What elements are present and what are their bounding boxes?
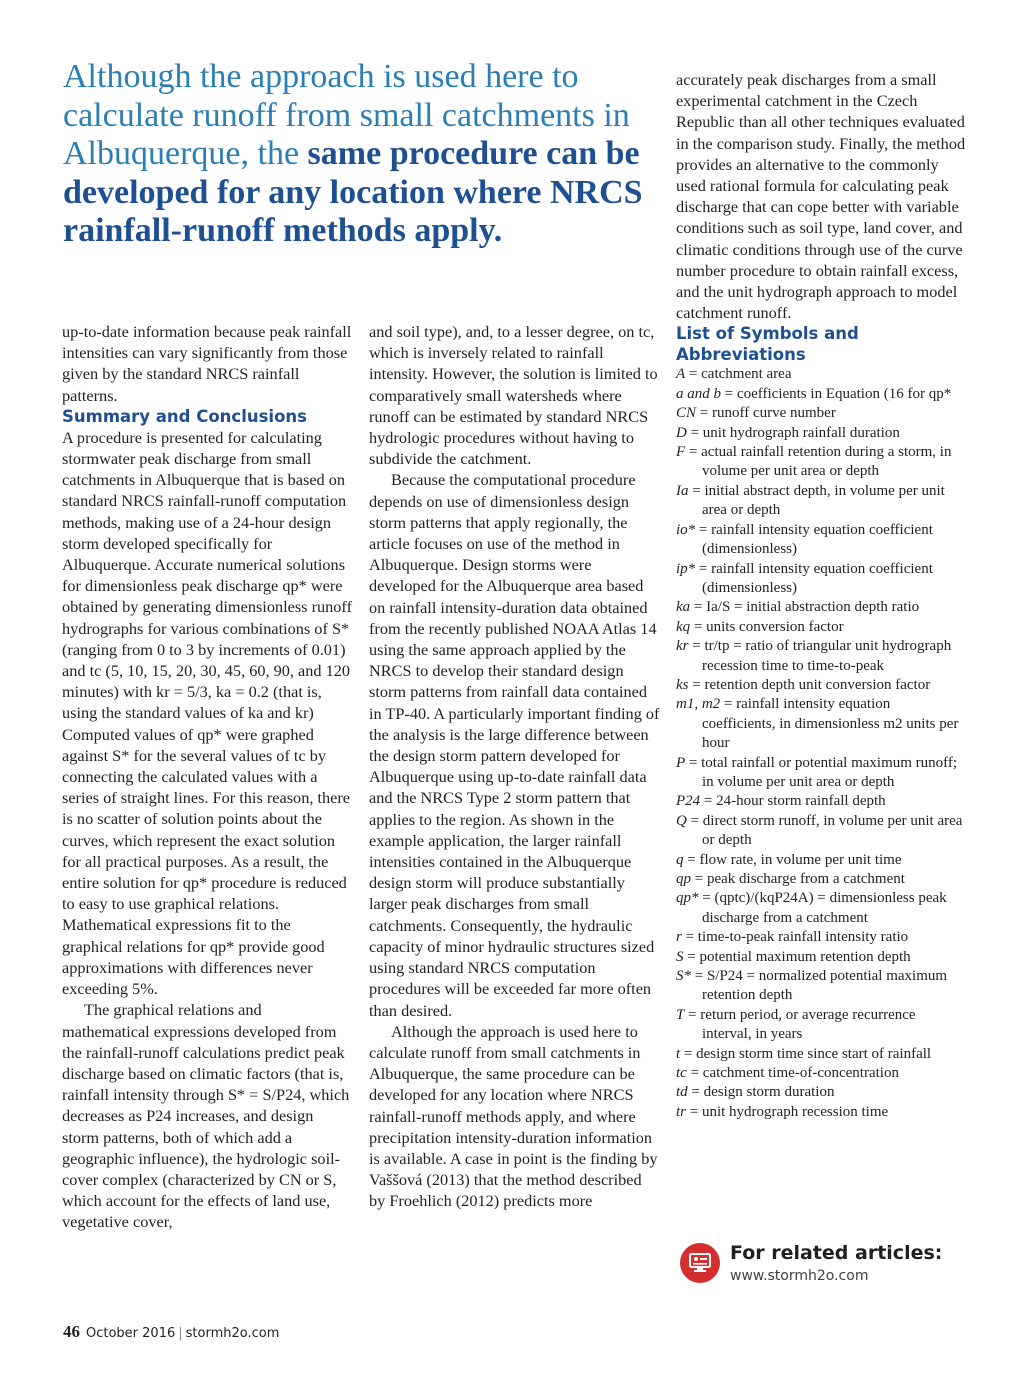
symbol-definition: = design storm time since start of rainfall bbox=[680, 1045, 932, 1062]
symbol-item bbox=[676, 560, 966, 599]
symbol-term: F bbox=[676, 444, 686, 461]
symbol-definition: = Ia/S = initial abstraction depth ratio bbox=[690, 599, 920, 616]
related-articles[interactable] bbox=[680, 1240, 980, 1290]
column-2 bbox=[369, 321, 661, 1212]
symbol-term: io* bbox=[676, 521, 696, 538]
symbol-item bbox=[676, 482, 966, 521]
symbol-definition: = units conversion factor bbox=[690, 618, 844, 635]
symbol-term: m1, m2 bbox=[676, 696, 721, 713]
symbol-definition: = (qptc)/(kqP24A) = dimensionless peak discharge from a catchment bbox=[698, 890, 947, 926]
symbol-definition: = design storm duration bbox=[687, 1084, 835, 1101]
symbol-item bbox=[676, 1064, 966, 1083]
symbol-term: a and b bbox=[676, 385, 721, 402]
symbol-item bbox=[676, 676, 966, 695]
symbol-definition: = actual rainfall retention during a storm, in volume per unit area or depth bbox=[685, 444, 952, 480]
summary-heading: Summary and Conclusions bbox=[62, 406, 307, 426]
symbol-item bbox=[676, 1103, 966, 1122]
symbol-definition: = 24-hour storm rainfall depth bbox=[700, 793, 886, 810]
symbol-item bbox=[676, 695, 966, 753]
symbol-term: ip* bbox=[676, 560, 696, 577]
symbol-definition: = initial abstract depth, in volume per unit area or depth bbox=[688, 482, 945, 519]
symbol-item bbox=[676, 889, 966, 928]
symbol-definition: = rainfall intensity equation coefficients, in dimensionless m2 units per hour bbox=[702, 696, 959, 752]
intro-paragraph: up-to-date information because peak rainfall intensities can vary significantly from those given by the standard NRCS rainfall patterns. bbox=[62, 322, 352, 405]
symbol-definition: = unit hydrograph rainfall duration bbox=[686, 424, 900, 441]
symbol-definition: = direct storm runoff, in volume per unit area or depth bbox=[686, 812, 963, 849]
symbol-definition: = rainfall intensity equation coefficient (dimensionless) bbox=[695, 521, 933, 558]
symbol-item bbox=[676, 424, 966, 443]
related-articles-link[interactable]: www.stormh2o.com bbox=[730, 1268, 869, 1284]
symbol-term: tr bbox=[676, 1103, 687, 1120]
symbol-term: P24 bbox=[676, 793, 701, 810]
symbol-term: A bbox=[676, 366, 686, 383]
symbol-definition: = time-to-peak rainfall intensity ratio bbox=[681, 929, 909, 946]
symbol-term: q bbox=[676, 851, 684, 868]
symbols-heading: List of Symbols and Abbreviations bbox=[676, 324, 859, 365]
symbol-term: D bbox=[676, 424, 687, 441]
symbol-item bbox=[676, 404, 966, 423]
pull-quote-emphasis: same procedure can be developed for any location where NRCS rainfall-runoff methods apply. bbox=[63, 135, 643, 249]
symbol-definition: = flow rate, in volume per unit time bbox=[683, 851, 902, 868]
symbol-item bbox=[676, 443, 966, 482]
symbol-item bbox=[676, 618, 966, 637]
symbol-term: t bbox=[676, 1045, 681, 1062]
pull-quote bbox=[63, 58, 653, 251]
symbol-item bbox=[676, 521, 966, 560]
symbols-list bbox=[676, 365, 966, 1122]
symbol-item bbox=[676, 365, 966, 384]
symbol-item bbox=[676, 1083, 966, 1102]
symbol-definition: = catchment area bbox=[685, 366, 792, 383]
column3-paragraph-1: accurately peak discharges from a small experimental catchment in the Czech Republic than all other techniques evaluated in the comparison study. Finally, the method provides an alternative to the commonly used rational formula for calculating peak discharge that can cope better with variable conditions such as soil type, land cover, and climatic conditions through use of the curve number procedure to obtain rainfall excess, and the unit hydrograph approach to model catchment runoff. bbox=[676, 70, 966, 323]
symbol-term: qp* bbox=[676, 890, 699, 907]
symbol-definition: = coefficients in Equation (16 for qp* bbox=[721, 385, 952, 402]
symbol-definition: = potential maximum retention depth bbox=[683, 948, 911, 965]
symbol-item bbox=[676, 637, 966, 676]
symbol-term: qp bbox=[676, 871, 691, 887]
symbol-definition: = peak discharge from a catchment bbox=[691, 871, 905, 887]
symbol-term: td bbox=[676, 1084, 688, 1101]
symbol-term: T bbox=[676, 1006, 685, 1023]
symbol-item bbox=[676, 967, 966, 1006]
symbol-term: Q bbox=[676, 812, 687, 829]
symbol-definition: = S/P24 = normalized potential maximum retention depth bbox=[691, 968, 948, 1004]
symbol-term: P bbox=[676, 754, 686, 771]
symbol-item bbox=[676, 385, 966, 404]
page-footer bbox=[63, 1322, 279, 1342]
footer-site: stormh2o.com bbox=[185, 1326, 280, 1341]
symbol-item bbox=[676, 812, 966, 851]
symbol-definition: = rainfall intensity equation coefficient (dimensionless) bbox=[695, 560, 933, 596]
symbol-item bbox=[676, 851, 966, 870]
summary-paragraph-1: A procedure is presented for calculating stormwater peak discharge from small catchments in Albuquerque that is based on standard NRCS rainfall-runoff computation methods, making use of a 24-hour design storm developed specifically for Albuquerque. Accurate numerical solutions for dimensionless peak discharge qp* were obtained by generating dimensionless runoff hydrographs for various combinations of S* (ranging from 0 to 3 by increments of 0.01) and tc (5, 10, 15, 20, 30, 45, 60, 90, and 120 minutes) with kr = 5/3, ka = 0.2 (that is, using the standard values of ka and kr) Computed values of qp* were graphed against S* for the several values of tc by connecting the calculated values with a series of straight lines. For this reason, there is no scatter of solution points about the curves, which represent the exact solution for all practical purposes. As a result, the entire solution for qp* procedure is reduced to easy to use graphical relations. Mathematical expressions fit to the graphical relations for qp* provide good approximations with differences never exceeding 5%. bbox=[62, 427, 352, 999]
symbol-term: S bbox=[676, 948, 684, 965]
summary-paragraph-2: The graphical relations and mathematical expressions developed from the rainfall-runoff calculations predict peak discharge based on climatic factors (that is, rainfall intensity through S* = S/P24, which decreases as P24 increases, and design storm patterns, both of which add a geographic influence), the hydrologic soil-cover complex (characterized by CN or S, which account for the effects of land use, vegetative cover, bbox=[62, 1000, 350, 1232]
symbol-definition: = catchment time-of-concentration bbox=[686, 1065, 899, 1082]
symbol-term: r bbox=[676, 929, 682, 946]
symbol-item bbox=[676, 928, 966, 947]
symbol-term: CN bbox=[676, 405, 697, 422]
symbol-item bbox=[676, 1006, 966, 1045]
symbol-item bbox=[676, 792, 966, 811]
footer-separator: | bbox=[178, 1326, 183, 1341]
issue-date: October 2016 bbox=[86, 1326, 176, 1341]
symbol-definition: = tr/tp = ratio of triangular unit hydrograph recession time to time-to-peak bbox=[688, 638, 952, 674]
related-articles-title: For related articles: bbox=[730, 1242, 943, 1264]
symbol-definition: = unit hydrograph recession time bbox=[686, 1103, 889, 1120]
page-number: 46 bbox=[63, 1322, 80, 1341]
symbol-term: Ia bbox=[676, 482, 689, 499]
symbol-item bbox=[676, 870, 966, 889]
column2-paragraph-1: and soil type), and, to a lesser degree, on tc, which is inversely related to rainfall intensity. However, the solution is limited to comparatively small watersheds where runoff can be estimated by standard NRCS hydrologic procedures without having to subdivide the catchment. bbox=[369, 322, 658, 469]
symbol-item bbox=[676, 598, 966, 617]
column2-paragraph-3: Although the approach is used here to calculate runoff from small catchments in Albuquerque, the same procedure can be developed for any location where NRCS rainfall-runoff methods apply, and where precipitation intensity-duration information is available. A case in point is the finding by Vaššová (2013) that the method described by Froehlich (2012) predicts more bbox=[369, 1021, 658, 1211]
column-3 bbox=[676, 69, 966, 1122]
symbol-term: kr bbox=[676, 638, 689, 655]
pull-quote-lead: Although the approach is used here to calculate runoff from small catchments in Albuquerque, the bbox=[63, 58, 630, 172]
symbol-term: kq bbox=[676, 618, 691, 635]
related-articles-icon bbox=[680, 1243, 720, 1283]
column2-paragraph-2: Because the computational procedure depends on use of dimensionless design storm patterns that apply regionally, the article focuses on use of the method in Albuquerque. Design storms were developed for the Albuquerque area based on rainfall intensity-duration data obtained from the recently published NOAA Atlas 14 using the same approach applied by the NRCS to develop their standard design storm patterns from rainfall data contained in TP-40. A particularly important finding of the analysis is the large difference between the design storm pattern developed for Albuquerque using up-to-date rainfall data and the NRCS Type 2 storm pattern that applies to the region. As shown in the example application, the larger rainfall intensities contained in the Albuquerque design storm will produce substantially larger peak discharges from small catchments. Consequently, the hydraulic capacity of minor hydraulic structures sized using standard NRCS computation procedures will be exceeded far more often than desired. bbox=[369, 470, 660, 1020]
symbol-item bbox=[676, 1045, 966, 1064]
symbol-definition: = total rainfall or potential maximum runoff; in volume per unit area or depth bbox=[685, 754, 958, 790]
symbol-term: ka bbox=[676, 599, 691, 616]
symbol-definition: = return period, or average recurrence interval, in years bbox=[684, 1006, 916, 1043]
symbol-term: S* bbox=[676, 968, 691, 985]
symbol-item bbox=[676, 754, 966, 793]
column-1 bbox=[62, 321, 352, 1233]
symbol-term: tc bbox=[676, 1065, 687, 1082]
symbol-definition: = runoff curve number bbox=[696, 405, 836, 422]
symbol-item bbox=[676, 948, 966, 967]
symbol-definition: = retention depth unit conversion factor bbox=[688, 676, 931, 693]
symbol-term: ks bbox=[676, 676, 689, 693]
